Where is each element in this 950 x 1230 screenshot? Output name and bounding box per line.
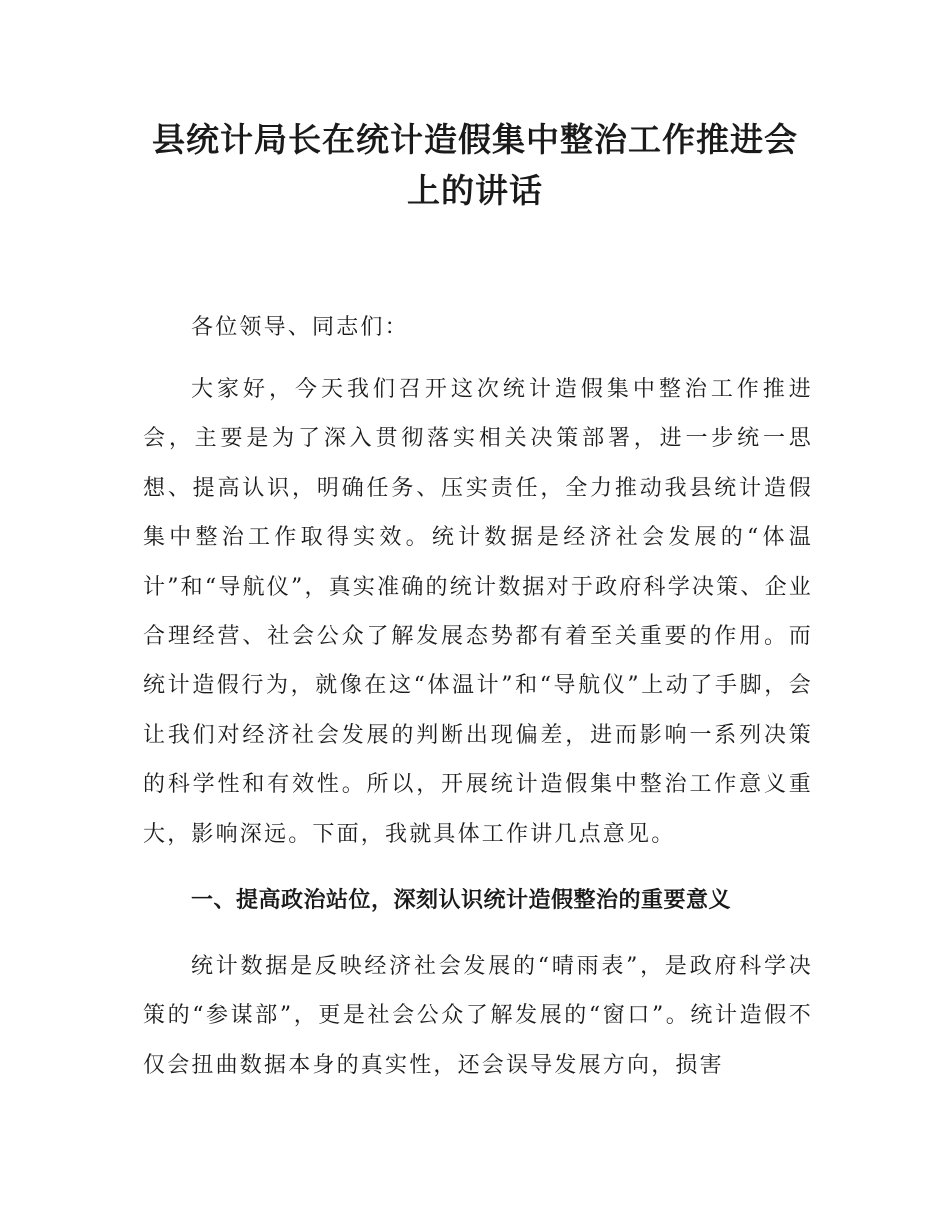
section-heading-1: 一、提高政治站位，深刻认识统计造假整治的重要意义 — [191, 888, 732, 913]
greeting: 各位领导、同志们： — [191, 315, 409, 340]
document-title — [60, 114, 890, 216]
title-line-1: 县统计局长在统计造假集中整治工作推进会 — [152, 120, 798, 159]
paragraph-2: 统计数据是反映经济社会发展的“晴雨表”，是政府科学决策的“参谋部”，更是社会公众了解发展的“窗口”。统计造假不仅会扭曲数据本身的真实性，还会误导发展方向，损害 — [143, 954, 813, 1078]
title-line-2: 上的讲话 — [407, 171, 543, 210]
paragraph-1: 大家好，今天我们召开这次统计造假集中整治工作推进会，主要是为了深入贯彻落实相关决策部署，进一步统一思想、提高认识，明确任务、压实责任，全力推动我县统计造假集中整治工作取得实效。统计数据是经济社会发展的“体温计”和“导航仪”，真实准确的统计数据对于政府科学决策、企业合理经营、社会公众了解发展态势都有着至关重要的作用。而统计造假行为，就像在这“体温计”和“导航仪”上动了手脚，会让我们对经济社会发展的判断出现偏差，进而影响一系列决策的科学性和有效性。所以，开展统计造假集中整治工作意义重大，影响深远。下面，我就具体工作讲几点意见。 — [143, 377, 813, 847]
